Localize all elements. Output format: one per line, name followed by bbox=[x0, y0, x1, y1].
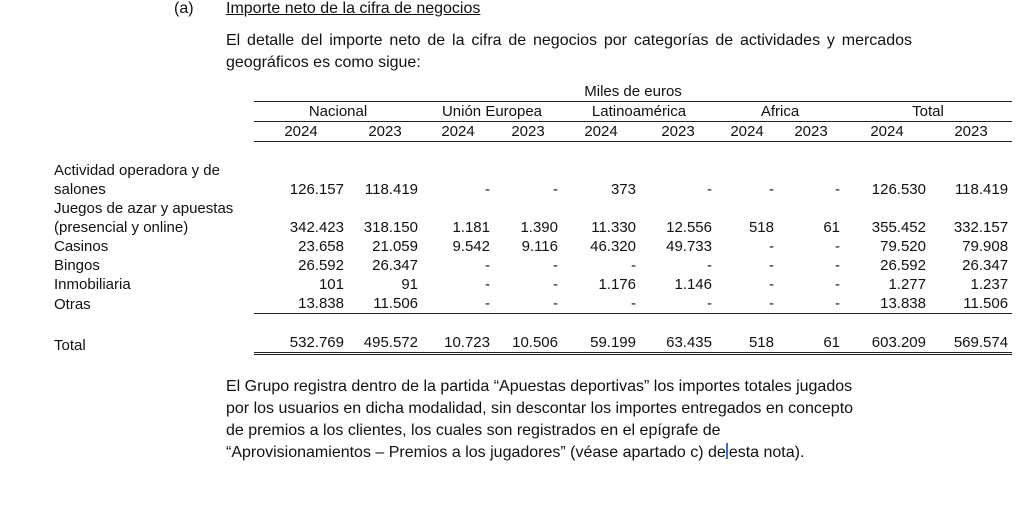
table-cell: - bbox=[835, 238, 840, 255]
year-header: 2024 bbox=[844, 122, 930, 142]
unit-header: Miles de euros bbox=[254, 82, 1012, 102]
unit-row bbox=[54, 82, 1012, 102]
table-cell: 26.592 bbox=[880, 257, 926, 274]
table-cell: - bbox=[769, 276, 774, 293]
table-cell: 11.330 bbox=[591, 219, 636, 236]
table-row bbox=[54, 256, 1012, 275]
year-header: 2024 bbox=[716, 122, 778, 142]
table-cell: - bbox=[835, 257, 840, 274]
table-cell: 46.320 bbox=[590, 238, 636, 255]
year-header: 2024 bbox=[422, 122, 494, 142]
table-cell: - bbox=[835, 181, 840, 198]
year-header: 2023 bbox=[494, 122, 562, 142]
row-label: Juegos de azar y apuestas bbox=[54, 200, 234, 217]
table-cell: - bbox=[553, 257, 558, 274]
total-cell: 495.572 bbox=[348, 333, 422, 355]
table-cell: 126.530 bbox=[871, 181, 926, 198]
row-label: Bingos bbox=[54, 257, 100, 274]
table-cell: - bbox=[769, 257, 774, 274]
table-cell: 91 bbox=[401, 276, 418, 293]
table-row bbox=[54, 199, 1012, 218]
table-row bbox=[54, 237, 1012, 256]
table-cell: - bbox=[631, 257, 636, 274]
table-cell: 1.237 bbox=[970, 276, 1009, 293]
table-cell: 49.733 bbox=[666, 238, 712, 255]
table-cell: - bbox=[835, 276, 840, 293]
table-cell: 11.506 bbox=[348, 294, 422, 314]
table-cell: - bbox=[769, 238, 774, 255]
total-cell: 518 bbox=[716, 333, 778, 355]
table-cell: - bbox=[562, 294, 640, 314]
table-cell: 1.181 bbox=[452, 219, 490, 236]
note-line: de premios a los clientes, los cuales son registrados en el epígrafe de bbox=[226, 422, 721, 439]
table-cell: 79.908 bbox=[962, 238, 1009, 255]
revenue-table bbox=[54, 82, 1012, 355]
table-cell: 355.452 bbox=[871, 219, 926, 236]
table-row bbox=[54, 180, 1012, 199]
table-cell: 342.423 bbox=[289, 219, 344, 236]
group-nacional: Nacional bbox=[254, 102, 422, 122]
total-cell: 10.506 bbox=[494, 333, 562, 355]
total-row bbox=[54, 333, 1012, 355]
table-cell: 373 bbox=[610, 181, 636, 198]
table-cell: 26.347 bbox=[372, 257, 418, 274]
table-cell: - bbox=[485, 181, 490, 198]
table-cell: - bbox=[640, 294, 716, 314]
table-cell: 9.116 bbox=[521, 238, 558, 255]
total-cell: 63.435 bbox=[640, 333, 716, 355]
total-cell: 603.209 bbox=[844, 333, 930, 355]
table-cell: 23.658 bbox=[298, 238, 344, 255]
table-row bbox=[54, 161, 1012, 180]
group-total: Total bbox=[844, 102, 1012, 122]
total-cell: 10.723 bbox=[422, 333, 494, 355]
row-label: Casinos bbox=[54, 238, 109, 255]
row-label: Inmobiliaria bbox=[54, 276, 131, 293]
table-cell: 11.506 bbox=[930, 294, 1012, 314]
total-cell: 569.574 bbox=[930, 333, 1012, 355]
table-cell: 61 bbox=[823, 219, 840, 236]
table-cell: - bbox=[716, 294, 778, 314]
total-cell: 532.769 bbox=[254, 333, 348, 355]
table-cell: 332.157 bbox=[953, 219, 1009, 236]
note-text: esta nota). bbox=[728, 444, 805, 461]
year-header: 2024 bbox=[254, 122, 348, 142]
total-cell: 59.199 bbox=[562, 333, 640, 355]
year-header: 2024 bbox=[562, 122, 640, 142]
intro-paragraph: El detalle del importe neto de la cifra de negocios por categorías de actividades y mercados geográficos es como sigue: bbox=[226, 32, 912, 71]
year-header: 2023 bbox=[930, 122, 1012, 142]
section-title: Importe neto de la cifra de negocios bbox=[226, 0, 481, 17]
table-cell: 518 bbox=[748, 219, 774, 236]
group-header-row bbox=[54, 102, 1012, 122]
table-cell: 1.146 bbox=[674, 276, 712, 293]
table-cell: - bbox=[422, 294, 494, 314]
table-cell: 126.157 bbox=[289, 181, 344, 198]
table-cell: 1.390 bbox=[520, 219, 558, 236]
table-cell: - bbox=[707, 181, 712, 198]
note-line-last bbox=[226, 442, 912, 464]
table-cell: 1.176 bbox=[598, 276, 636, 293]
group-africa: Africa bbox=[716, 102, 844, 122]
table-cell: - bbox=[707, 257, 712, 274]
table-cell: 21.059 bbox=[372, 238, 418, 255]
table-cell: - bbox=[553, 276, 558, 293]
table-cell: 1.277 bbox=[888, 276, 926, 293]
table-row bbox=[54, 218, 1012, 237]
section-marker: (a) bbox=[174, 0, 194, 17]
table-cell: - bbox=[485, 257, 490, 274]
total-label: Total bbox=[54, 337, 86, 354]
table-cell: 26.347 bbox=[962, 257, 1009, 274]
table-cell: 13.838 bbox=[844, 294, 930, 314]
row-label: (presencial y online) bbox=[54, 219, 189, 236]
note-line: El Grupo registra dentro de la partida “Apuestas deportivas” los importes totales jugados bbox=[226, 378, 853, 395]
text-cursor-icon bbox=[726, 443, 728, 459]
year-header-row bbox=[54, 122, 1012, 142]
table-cell: 26.592 bbox=[298, 257, 344, 274]
table-row bbox=[54, 294, 1012, 314]
row-label: Otras bbox=[54, 295, 91, 313]
table-cell: 13.838 bbox=[254, 294, 348, 314]
note-line: por los usuarios en dicha modalidad, sin descontar los importes entregados en concepto bbox=[226, 400, 854, 417]
table-cell: 9.542 bbox=[452, 238, 490, 255]
note-paragraph bbox=[226, 376, 912, 464]
year-header: 2023 bbox=[640, 122, 716, 142]
table-cell: - bbox=[485, 276, 490, 293]
table-cell: 118.419 bbox=[954, 181, 1009, 198]
group-latinoamerica: Latinoamérica bbox=[562, 102, 716, 122]
row-label: Actividad operadora y de bbox=[54, 162, 220, 179]
table-cell: 101 bbox=[318, 276, 344, 293]
note-text: “Aprovisionamientos – Premios a los jugadores” (véase apartado c) de bbox=[226, 444, 726, 461]
table-cell: 118.419 bbox=[364, 181, 418, 198]
table-cell: - bbox=[494, 294, 562, 314]
table-cell: 318.150 bbox=[363, 219, 418, 236]
year-header: 2023 bbox=[778, 122, 844, 142]
year-header: 2023 bbox=[348, 122, 422, 142]
group-union-europea: Unión Europea bbox=[422, 102, 562, 122]
table-cell: - bbox=[769, 181, 774, 198]
table-cell: 79.520 bbox=[880, 238, 926, 255]
total-cell: 61 bbox=[778, 333, 844, 355]
table-cell: 12.556 bbox=[666, 219, 712, 236]
row-label: salones bbox=[54, 181, 106, 198]
table-cell: - bbox=[553, 181, 558, 198]
table-cell: - bbox=[778, 294, 844, 314]
table-row bbox=[54, 275, 1012, 294]
